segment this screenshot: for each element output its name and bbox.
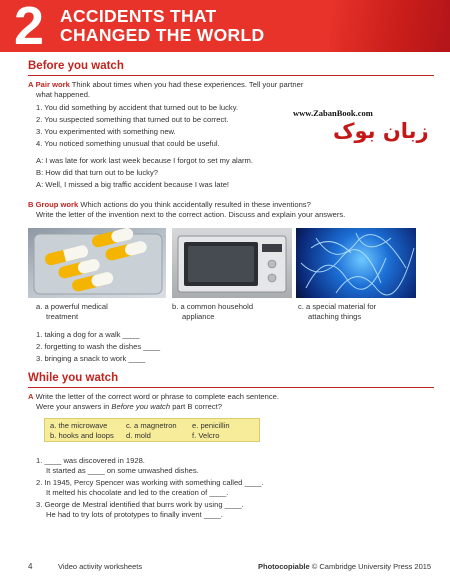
zabanbook-watermark: [293, 108, 433, 146]
pills-photo: [28, 228, 166, 298]
while-instruction: [28, 392, 279, 402]
exercise-letter: A: [28, 392, 34, 401]
header-gradient: [330, 0, 450, 52]
dialog-line: B: How did that turn out to be lucky?: [36, 168, 158, 177]
exercise-label: Pair work: [35, 80, 70, 89]
while-instruction-2: [36, 402, 222, 412]
exercise-b-instruction: [28, 200, 311, 210]
sentence-line: It started as ____ on some unwashed dishes.: [46, 466, 199, 475]
footer-copyright: [258, 562, 431, 571]
unit-title-line2: CHANGED THE WORLD: [60, 25, 265, 45]
vocab-option: f. Velcro: [192, 431, 220, 440]
instruction-text: part B correct?: [170, 402, 223, 411]
exercise-letter: B: [28, 200, 34, 209]
exercise-a-instruction: [28, 80, 303, 90]
watermark-logo: زبان بوک: [333, 119, 429, 143]
watermark-url: www.ZabanBook.com: [293, 108, 373, 118]
list-item: 1. You did something by accident that turned out to be lucky.: [36, 103, 239, 112]
section-rule-while: [28, 387, 434, 388]
instruction-text-2: what happened.: [36, 90, 91, 99]
exercise-label: Group work: [35, 200, 79, 209]
unit-number: 2: [14, 0, 45, 52]
list-item: 3. You experimented with something new.: [36, 127, 176, 136]
velcro-photo: [296, 228, 416, 298]
caption-b-line2: appliance: [182, 312, 215, 321]
footer-photocopiable: Photocopiable: [258, 562, 310, 571]
caption-c-line1: c. a special material for: [298, 302, 377, 311]
instruction-emphasis: Before you watch: [111, 402, 171, 411]
vocab-option: d. mold: [126, 431, 151, 440]
footer-title: Video activity worksheets: [58, 562, 143, 571]
unit-title-line1: ACCIDENTS THAT: [60, 6, 217, 26]
microwave-photo: [172, 228, 292, 298]
vocab-option: c. a magnetron: [126, 421, 177, 430]
instruction-text: Which actions do you think accidentally resulted in these inventions?: [78, 200, 311, 209]
action-item: 2. forgetting to wash the dishes ____: [36, 342, 161, 351]
sentence-line: 3. George de Mestral identified that burrs work by using ____.: [36, 500, 244, 509]
action-item: 1. taking a dog for a walk ____: [36, 330, 140, 339]
sentence-line: 1. ____ was discovered in 1928.: [36, 456, 145, 465]
section-rule-before: [28, 75, 434, 76]
instruction-text-2: Write the letter of the invention next to the correct action. Discuss and explain your answers.: [36, 210, 346, 219]
list-item: 2. You suspected something that turned out to be correct.: [36, 115, 229, 124]
vocab-option: b. hooks and loops: [50, 431, 114, 440]
section-heading-before: Before you watch: [28, 60, 124, 72]
exercise-letter: A: [28, 80, 34, 89]
footer-copyright-text: © Cambridge University Press 2015: [309, 562, 432, 571]
caption-a-line1: a. a powerful medical: [36, 302, 108, 311]
section-heading-while: While you watch: [28, 372, 119, 384]
dialog-line: A: I was late for work last week because I forgot to set my alarm.: [36, 156, 253, 165]
page-number: 4: [28, 562, 33, 571]
action-item: 3. bringing a snack to work ____: [36, 354, 146, 363]
sentence-line: It melted his chocolate and led to the creation of ____.: [46, 488, 229, 497]
sentence-line: 2. In 1945, Percy Spencer was working with something called ____.: [36, 478, 264, 487]
instruction-text: Think about times when you had these experiences. Tell your partner: [69, 80, 304, 89]
unit-header: [0, 0, 450, 52]
vocab-option: a. the microwave: [50, 421, 108, 430]
caption-c-line2: attaching things: [308, 312, 362, 321]
instruction-text: Write the letter of the correct word or phrase to complete each sentence.: [35, 392, 280, 401]
caption-a-line2: treatment: [46, 312, 79, 321]
caption-b-line1: b. a common household: [172, 302, 254, 311]
instruction-text: Were your answers in: [36, 402, 112, 411]
dialog-line: A: Well, I missed a big traffic accident because I was late!: [36, 180, 230, 189]
vocab-option: e. penicillin: [192, 421, 230, 430]
sentence-line: He had to try lots of prototypes to finally invent ____.: [46, 510, 223, 519]
list-item: 4. You noticed something unusual that could be useful.: [36, 139, 220, 148]
